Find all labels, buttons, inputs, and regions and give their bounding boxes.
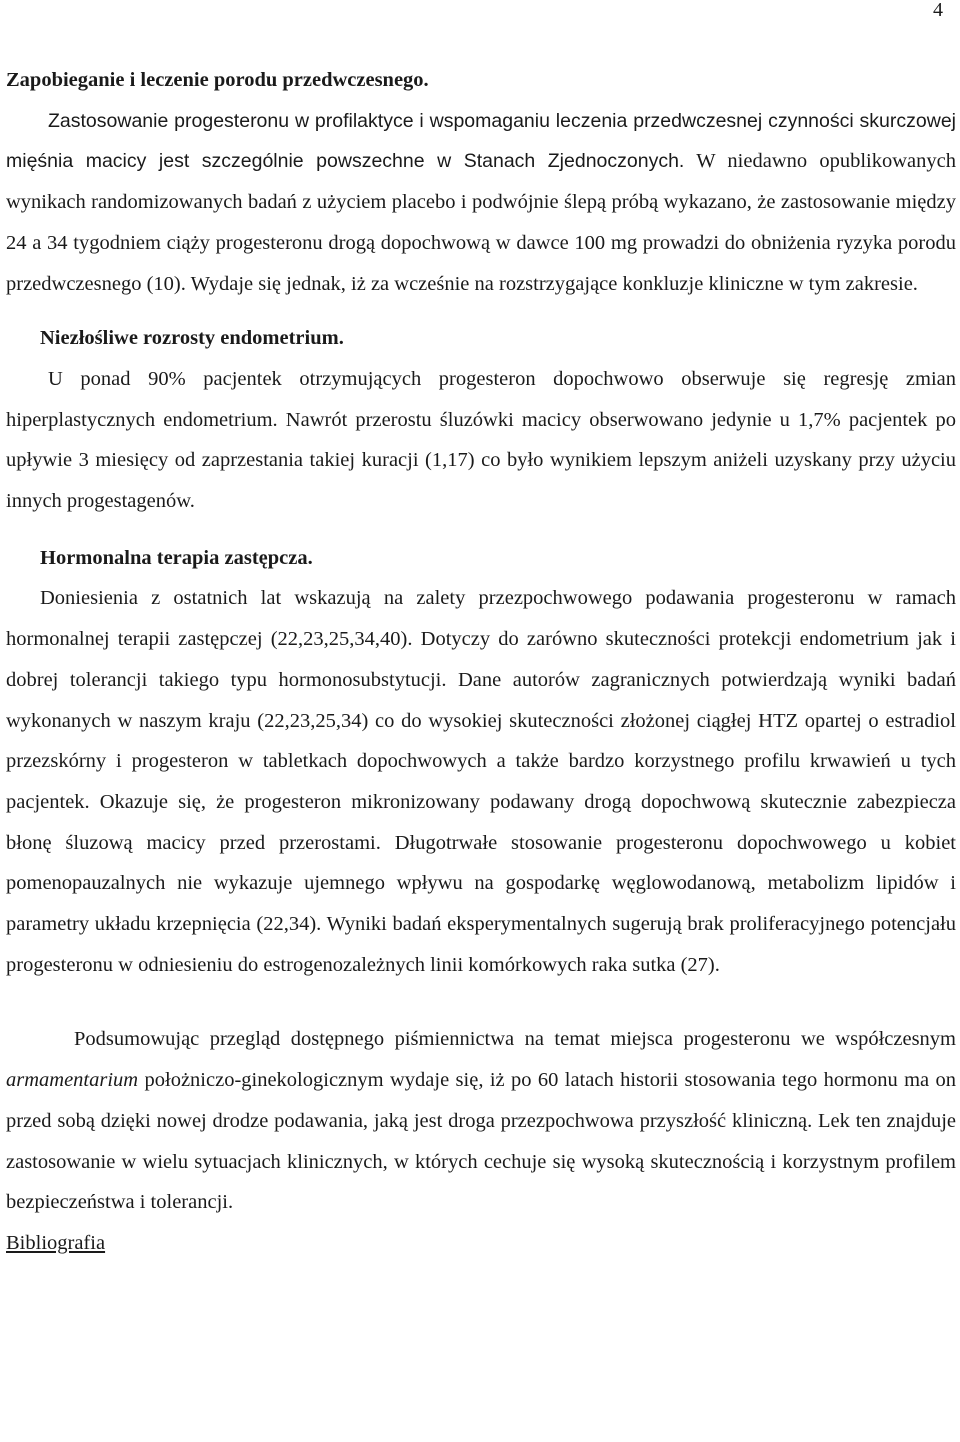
paragraph-preterm [6,101,956,305]
document-body [6,60,956,1264]
section-heading-preterm: Zapobieganie i leczenie porodu przedwczesnego. [6,69,429,91]
bibliography-line [6,1223,956,1264]
paragraph-endometrium: U ponad 90% pacjentek otrzymujących progesteron dopochwowo obserwuje się regresję zmian hiperplastycznych endometrium. Nawrót przerostu śluzówki macicy obserwowano jedynie u 1,7% pacjentek po upływie 3 miesięcy od zaprzestania takiej kuracji (1,17) co było wynikiem lepszym aniżeli uzyskany przy użyciu innych progestagenów. [6,367,956,513]
section-heading-hrt: Hormonalna terapia zastępcza. [40,546,313,569]
paragraph-hrt: Doniesienia z ostatnich lat wskazują na zalety przezpochwowego podawania progesteronu w ramach hormonalnej terapii zastępczej (22,23,25,34,40). Dotyczy do zarówno skuteczności protekcji endometrium jak i dobrej tolerancji takiego typu hormonosubstytucji. Dane autorów zagranicznych potwierdzają wyniki badań wykonanych w naszym kraju (22,23,25,34) co do wysokiej skuteczności złożonej ciągłej HTZ opartej o estradiol przezskórny i progesteron w tabletkach dopochwowych a także bardzo korzystnego profilu krwawień u tych pacjentek. Okazuje się, że progesteron mikronizowany podawany drogą dopochwową skutecznie zabezpiecza błonę śluzową macicy przed przerostami. Długotrwałe stosowanie progesteronu dopochwowego u kobiet pomenopauzalnych nie wykazuje ujemnego wpływu na gospodarkę węglowodanową, metabolizm lipidów i parametry układu krzepnięcia (22,34). Wyniki badań eksperymentalnych sugerują brak proliferacyjnego potencjału progesteronu w odniesieniu do estrogenozależnych linii komórkowych raka sutka (27). [6,587,956,976]
paragraph-summary-before: Podsumowując przegląd dostępnego piśmiennictwa na temat miejsca progesteronu we współczesnym [74,1028,956,1051]
section-heading-endometrium: Niezłośliwe rozrosty endometrium. [40,327,344,350]
paragraph-summary-italic: armamentarium [6,1069,139,1092]
paragraph-preterm-part2: W niedawno opublikowanych wynikach randomizowanych badań z użyciem placebo i podwójnie ślepą próbą wykazano, że zastosowanie między 24 a 34 tygodniem ciąży progesteronu drogą dopochwową w dawce 100 mg prowadzi do obniżenia ryzyka porodu przedwczesnego (10). Wydaje się jednak, iż za wcześnie na rozstrzygające konkluzje kliniczne w tym zakresie. [6,150,956,295]
paragraph-summary [6,1019,956,1223]
paragraph-summary-after: położniczo-ginekologicznym wydaje się, iż po 60 latach historii stosowania tego hormonu ma on przed sobą dzięki nowej drodze podawania, jaką jest droga przezpochwowa przyszłość kliniczną. Lek ten znajduje zastosowanie w wielu sytuacjach klinicznych, w których cechuje się wysoką skutecznością i korzystnym profilem bezpieczeństwa i tolerancji. [6,1069,957,1214]
spacer [6,522,956,538]
spacer [6,985,956,1019]
spacer [6,304,956,318]
bibliography-link[interactable]: Bibliografia [6,1231,106,1254]
paragraph-preterm-part1: Zastosowanie progesteronu w profilaktyce i wspomaganiu leczenia przedwczesnej czynności skurczowej mięśnia macicy jest szczególnie powszechne w Stanach Zjednoczonych. [6,109,956,173]
page-number: 4 [933,0,943,21]
